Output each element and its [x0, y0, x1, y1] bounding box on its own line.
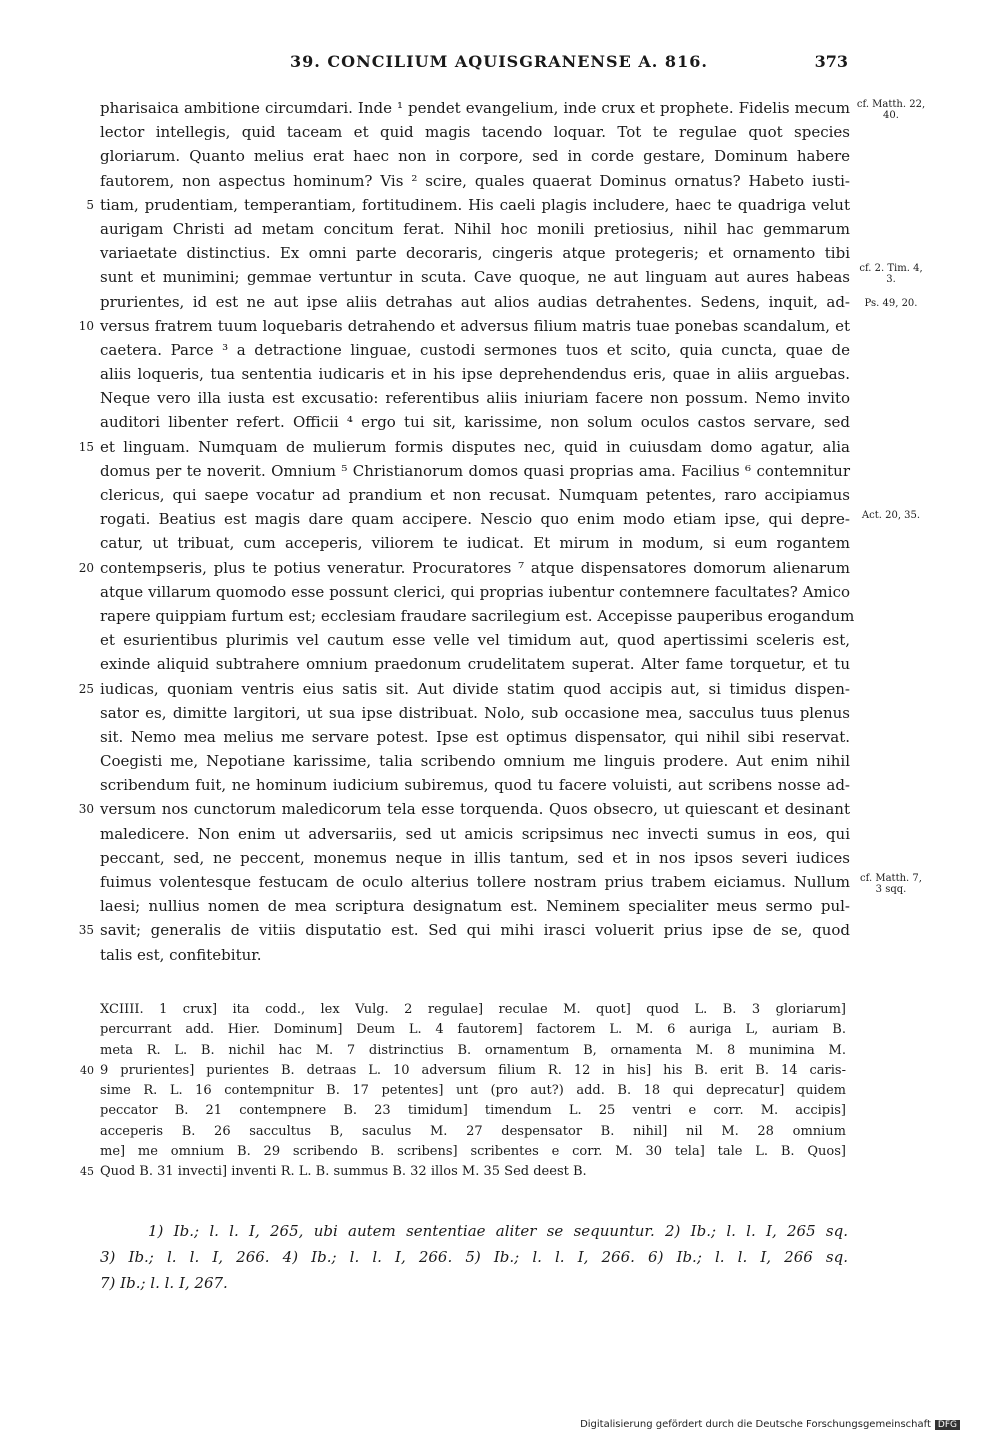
line-text: exinde aliquid subtrahere omnium praedonum crudelitatem superat. Alter fame torquetur, et tu	[100, 655, 850, 674]
line-text: aurigam Christi ad metam concitum ferat. Nihil hoc monili pretiosius, nihil hac gemmarum	[100, 219, 850, 238]
text-line	[100, 144, 850, 168]
line-text: sator es, dimitte largitori, ut sua ipse distribuat. Nolo, sub occasione mea, sacculus tuus plenus	[100, 703, 850, 722]
line-number: 5	[86, 197, 94, 212]
apparatus-text: Quod B. 31 invecti] inventi R. L. B. summus B. 32 illos M. 35 Sed deest B.	[100, 1164, 587, 1180]
margin-reference: Act. 20, 35.	[861, 510, 921, 522]
line-text: rapere quippiam furtum est; ecclesiam fraudare sacrilegium est. Accepisse pauperibus erogandum	[100, 606, 855, 625]
text-line	[100, 290, 918, 314]
line-text: Coegisti me, Nepotiane karissime, talia scribendo omnium me linguis prodere. Aut enim nihil	[100, 752, 850, 771]
line-number: 45	[80, 1165, 94, 1179]
line-number: 20	[78, 560, 94, 575]
line-text: maledicere. Non enim ut adversariis, sed ut amicis scripsimus nec invecti sumus in eos, qui	[100, 824, 850, 843]
apparatus-line	[80, 1162, 846, 1182]
text-line	[100, 580, 850, 604]
line-text: versum nos cunctorum maledicorum tela esse torquenda. Quos obsecro, ut quiescant et desinant	[100, 800, 850, 819]
text-line	[100, 870, 922, 895]
line-text: et linguam. Numquam de mulierum formis disputes nec, quid in cuiusdam domo agatur, alia	[100, 437, 850, 456]
text-line	[100, 628, 850, 652]
line-text: scribendum fuit, ne hominum iudicium subiremus, quod tu facere voluisti, aut scribens nosse ad-	[100, 776, 850, 795]
line-text: prurientes, id est ne aut ipse aliis detrahas aut alios audias detrahentes. Sedens, inquit, ad-	[100, 292, 850, 311]
text-line	[78, 435, 850, 459]
apparatus-line	[100, 1101, 846, 1121]
line-text: aliis loqueris, tua sententia iudicaris et in his ipse deprehendendus eris, quae in aliis arguebas.	[100, 365, 850, 384]
text-line	[100, 531, 850, 555]
digitization-credit	[580, 1419, 960, 1430]
text-line	[100, 263, 923, 289]
line-number: 35	[78, 923, 94, 938]
apparatus-line	[100, 1000, 846, 1020]
margin-reference: Ps. 49, 20.	[864, 297, 918, 309]
line-text: iudicas, quoniam ventris eius satis sit. Aut divide statim quod accipis aut, si timidus dispen-	[100, 679, 850, 698]
footnote-line	[100, 1244, 850, 1270]
apparatus-line	[100, 1142, 846, 1162]
line-text: lector intellegis, quid taceam et quid magis tacendo loquar. Tot te regulae quot species	[100, 123, 850, 142]
line-text: domus per te noverit. Omnium ⁵ Christianorum domos quasi proprias ama. Facilius ⁶ contemnitur	[100, 461, 850, 480]
footnote-text: 1) Ib.; l. l. I, 265, ubi autem sententiae aliter se sequuntur. 2) Ib.; l. l. I, 265 sq.	[148, 1222, 848, 1240]
apparatus-text: percurrant add. Hier. Dominum] Deum L. 4 fautorem] factorem L. M. 6 auriga L, auriam B.	[100, 1022, 846, 1038]
apparatus-line	[100, 1081, 846, 1101]
running-header	[100, 52, 850, 76]
line-text: fuimus volentesque festucam de oculo alterius tollere nostram prius trabem eiciamus. Nullum	[100, 873, 850, 891]
footnote-line	[100, 1270, 850, 1296]
line-number: 25	[78, 681, 94, 696]
text-line	[78, 314, 850, 338]
line-text: fautorem, non aspectus hominum? Vis ² scire, quales quaerat Dominus ornatus? Habeto iusti-	[100, 171, 850, 190]
line-text: laesi; nullius nomen de mea scriptura designatum est. Neminem specialiter meus sermo pul-	[100, 897, 850, 916]
line-number: 10	[78, 318, 94, 333]
text-line	[86, 193, 850, 217]
line-text: pharisaica ambitione circumdari. Inde ¹ pendet evangelium, inde crux et prophete. Fidelis mecum	[100, 99, 850, 117]
apparatus-text: peccator B. 21 contempnere B. 23 timidum] timendum L. 25 ventri e corr. M. accipis]	[100, 1103, 846, 1119]
line-number: 40	[80, 1063, 94, 1077]
footnote-line	[100, 1218, 850, 1244]
apparatus-line	[100, 1020, 846, 1040]
line-text: auditori libenter refert. Officii ⁴ ergo tui sit, karissime, non solum oculos castos servare, sed	[100, 413, 850, 432]
text-line	[100, 241, 850, 265]
text-line	[100, 169, 850, 193]
text-line	[100, 652, 850, 676]
line-text: savit; generalis de vitiis disputatio est. Sed qui mihi irasci voluerit prius ipse de se, quod	[100, 921, 850, 940]
footnote-text: 3) Ib.; l. l. I, 266. 4) Ib.; l. l. I, 266. 5) Ib.; l. l. I, 266. 6) Ib.; l. l. I, 266 sq.	[100, 1248, 848, 1266]
apparatus-line	[100, 1041, 846, 1061]
apparatus-text: me] me omnium B. 29 scribendo B. scribens] scribentes e corr. M. 30 tela] tale L. B. Quos]	[100, 1144, 846, 1160]
line-text: clericus, qui saepe vocatur ad prandium et non recusat. Numquam petentes, raro accipiamus	[100, 486, 850, 504]
text-line	[100, 410, 850, 434]
line-text: tiam, prudentiam, temperantiam, fortitudinem. His caeli plagis includere, haec te quadriga velut	[100, 195, 850, 214]
line-text: atque villarum quomodo esse possunt clerici, qui proprias iubentur contemnere facultates? Amico	[100, 582, 850, 601]
text-line	[100, 749, 850, 773]
line-text: gloriarum. Quanto melius erat haec non in corpore, sed in corde gestare, Dominum habere	[100, 147, 850, 166]
critical-apparatus	[80, 1000, 846, 1183]
text-line	[100, 96, 926, 121]
text-line	[78, 797, 850, 821]
text-line	[100, 725, 850, 749]
text-line	[100, 483, 850, 507]
line-text: peccant, sed, ne peccent, monemus neque in illis tantum, sed et in nos ipsos severi iudices	[100, 848, 850, 867]
margin-reference: cf. 2. Tim. 4, 3.	[859, 263, 923, 286]
text-line	[100, 120, 850, 144]
text-line	[100, 507, 921, 531]
line-text: et esurientibus plurimis vel cautum esse velle vel timidum aut, quod apertissimi sceleris est,	[100, 631, 850, 650]
footnotes	[100, 1218, 850, 1296]
line-text: contempseris, plus te potius veneratur. Procuratores ⁷ atque dispensatores domorum alienarum	[100, 558, 850, 577]
text-line	[100, 338, 850, 362]
text-line	[100, 604, 855, 628]
line-text: caetera. Parce ³ a detractione linguae, custodi sermones tuos et scito, quia cuncta, quae de	[100, 340, 850, 359]
line-text: catur, ut tribuat, cum acceperis, viliorem te iudicat. Et mirum in modum, si eum rogantem	[100, 534, 850, 553]
line-text: Neque vero illa iusta est excusatio: referentibus aliis iniuriam facere non possum. Nemo invito	[100, 389, 850, 408]
margin-reference: cf. Matth. 7, 3 sqq.	[860, 873, 922, 895]
header-title: 39. CONCILIUM AQUISGRANENSE A. 816.	[290, 52, 708, 71]
text-line	[100, 822, 850, 846]
text-line	[100, 894, 850, 918]
text-line	[100, 943, 850, 967]
apparatus-line	[100, 1122, 846, 1142]
line-text: variaetate distinctius. Ex omni parte decoraris, cingeris atque protegeris; et ornamento tibi	[100, 244, 850, 263]
text-line	[78, 556, 850, 580]
footnote-text: 7) Ib.; l. l. I, 267.	[100, 1274, 228, 1292]
margin-reference: cf. Matth. 22, 40.	[856, 99, 926, 121]
page-number: 373	[814, 52, 848, 71]
credit-text: Digitalisierung gefördert durch die Deutsche Forschungsgemeinschaft	[580, 1419, 931, 1430]
line-text: rogati. Beatius est magis dare quam accipere. Nescio quo enim modo etiam ipse, qui depre-	[100, 510, 850, 529]
text-line	[100, 773, 850, 797]
line-text: versus fratrem tuum loquebaris detrahendo et adversus filium matris tuae ponebas scandalum, et	[100, 316, 850, 335]
apparatus-line	[80, 1061, 846, 1081]
text-line	[100, 217, 850, 241]
main-text	[78, 96, 926, 967]
apparatus-text: meta R. L. B. nichil hac M. 7 distrinctius B. ornamentum B, ornamenta M. 8 munimina M.	[100, 1042, 846, 1058]
apparatus-text: sime R. L. 16 contempnitur B. 17 petentes] unt (pro aut?) add. B. 18 qui deprecatur] quidem	[100, 1083, 846, 1099]
text-line	[100, 459, 850, 483]
text-line	[78, 677, 850, 701]
text-line	[100, 386, 850, 410]
dfg-logo: DFG	[935, 1420, 960, 1430]
text-line	[78, 918, 850, 942]
apparatus-text: XCIIII. 1 crux] ita codd., lex Vulg. 2 regulae] reculae M. quot] quod L. B. 3 gloriarum]	[100, 1002, 846, 1017]
line-text: talis est, confitebitur.	[100, 945, 262, 964]
line-text: sunt et munimini; gemmae vertuntur in scuta. Cave quoque, ne aut linguam aut aures habeas	[100, 268, 850, 287]
apparatus-text: acceperis B. 26 saccultus B, saculus M. 27 despensator B. nihil] nil M. 28 omnium	[100, 1123, 846, 1139]
apparatus-text: 9 prurientes] purientes B. detraas L. 10 adversum filium R. 12 in his] his B. erit B. 14 caris-	[100, 1062, 846, 1078]
text-line	[100, 701, 850, 725]
text-line	[100, 846, 850, 870]
line-number: 15	[78, 439, 94, 454]
line-text: sit. Nemo mea melius me servare potest. Ipse est optimus dispensator, qui nihil sibi reservat.	[100, 727, 850, 746]
line-number: 30	[78, 802, 94, 817]
text-line	[100, 362, 850, 386]
